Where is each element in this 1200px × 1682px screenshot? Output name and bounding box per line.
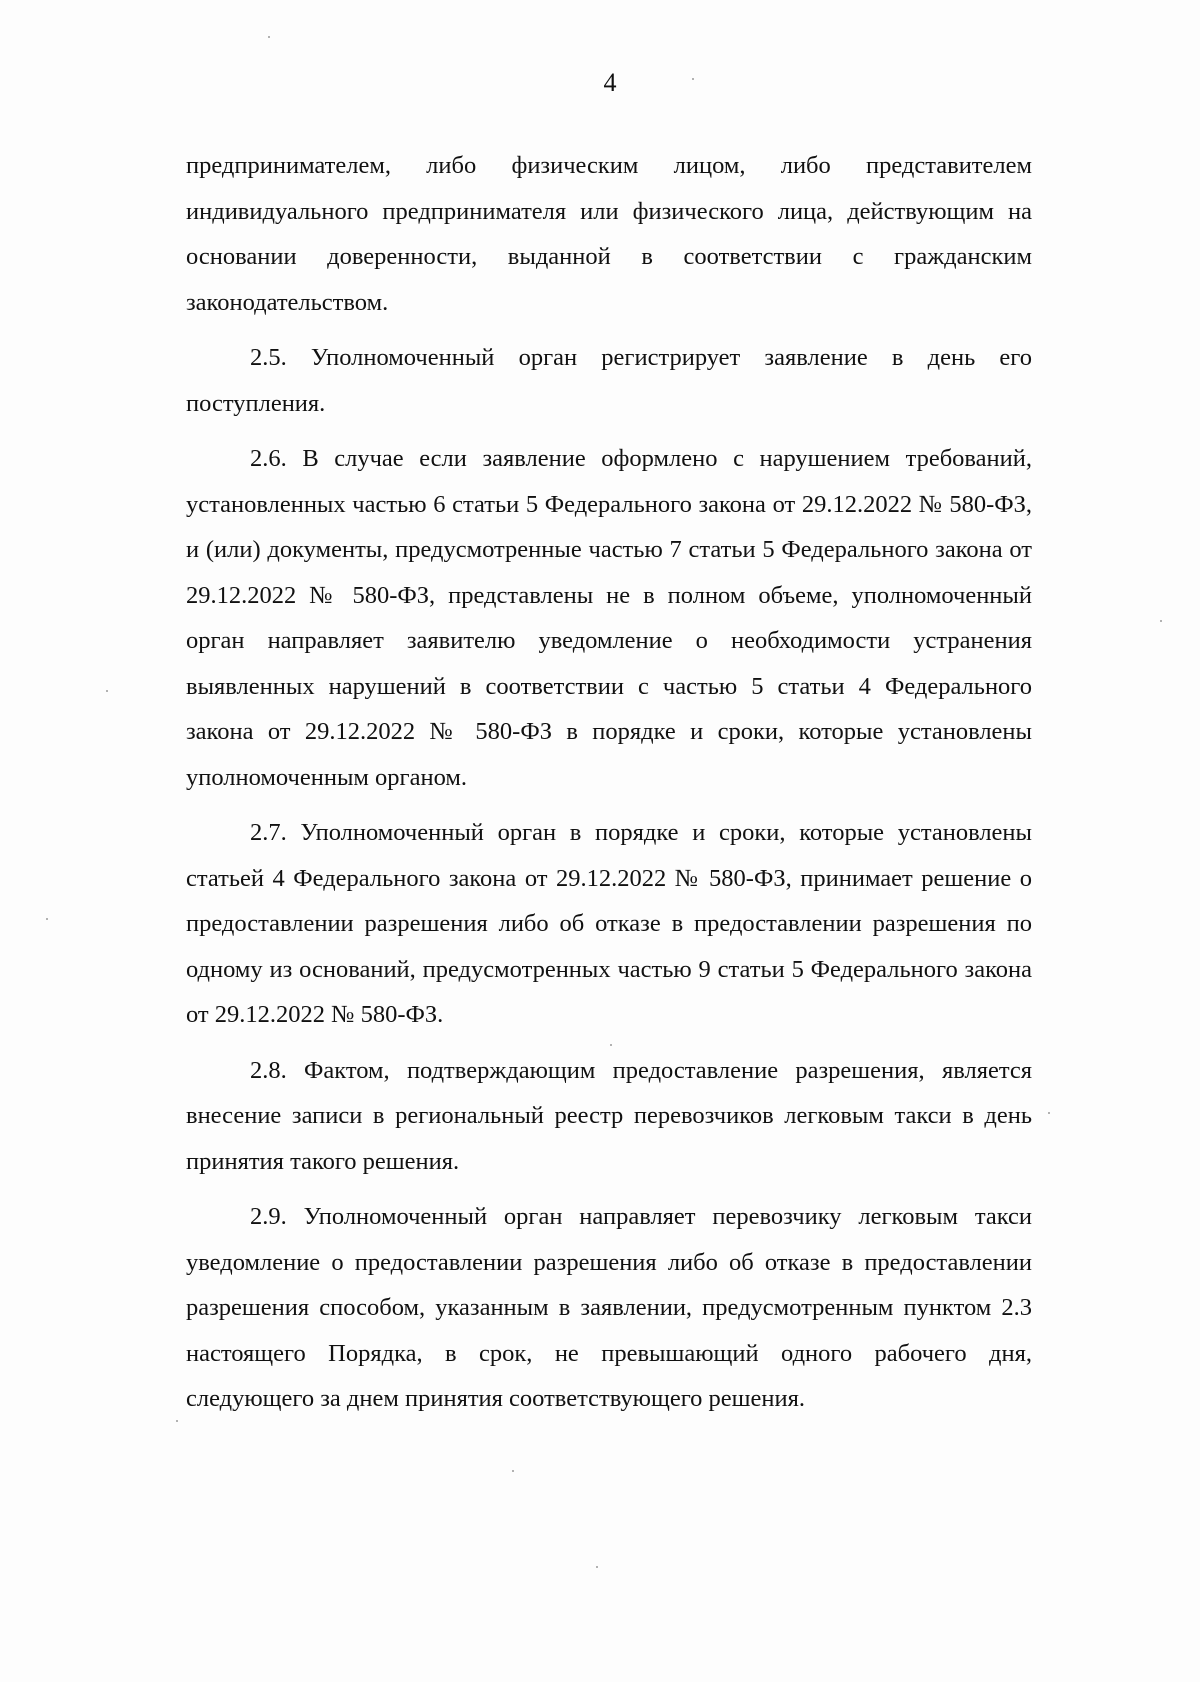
paragraph-2-7: 2.7. Уполномоченный орган в порядке и сроки, которые установлены статьей 4 Федерального закона от 29.12.2022 № 580-ФЗ, принимает решение о предоставлении разрешения либо об отказе в предоставлении разрешения по одному из оснований, предусмотренных частью 9 статьи 5 Федерального закона от 29.12.2022 № 580-ФЗ. [186,819,1032,1028]
scan-speck [692,78,694,80]
page-number: 4 [603,68,617,97]
paragraph-2-9: 2.9. Уполномоченный орган направляет перевозчику легковым такси уведомление о предоставлении разрешения либо об отказе в предоставлении разрешения способом, указанным в заявлении, предусмотренным пунктом 2.3 настоящего Порядка, в срок, не превышающий одного рабочего дня, следующего за днем принятия соответствующего решения. [186,1203,1032,1412]
scan-speck [106,690,108,692]
scan-speck [176,1420,178,1422]
paragraph-continuation: предпринимателем, либо физическим лицом, либо представителем индивидуального предпринимателя или физического лица, действующим на основании доверенности, выданной в соответствии с гражданским законодательством. [186,152,1032,316]
scan-speck [46,918,48,920]
paragraph-2-5: 2.5. Уполномоченный орган регистрирует заявление в день его поступления. [186,344,1032,417]
scan-speck [1160,620,1162,622]
scan-speck [610,1044,612,1046]
document-body [186,143,1032,1432]
scan-speck [512,1470,514,1472]
scan-speck [596,1566,598,1568]
scan-speck [268,36,270,38]
paragraph-2-8: 2.8. Фактом, подтверждающим предоставление разрешения, является внесение записи в региональный реестр перевозчиков легковым такси в день принятия такого решения. [186,1056,1032,1175]
paragraph-2-6: 2.6. В случае если заявление оформлено с нарушением требований, установленных частью 6 статьи 5 Федерального закона от 29.12.2022 № 580-ФЗ, и (или) документы, предусмотренные частью 7 статьи 5 Федерального закона от 29.12.2022 № 580-ФЗ, представлены не в полном объеме, уполномоченный орган направляет заявителю уведомление о необходимости устранения выявленных нарушений в соответствии с частью 5 статьи 4 Федерального закона от 29.12.2022 № 580-ФЗ в порядке и сроки, которые установлены уполномоченным органом. [186,445,1032,791]
scan-speck [1048,1112,1050,1114]
